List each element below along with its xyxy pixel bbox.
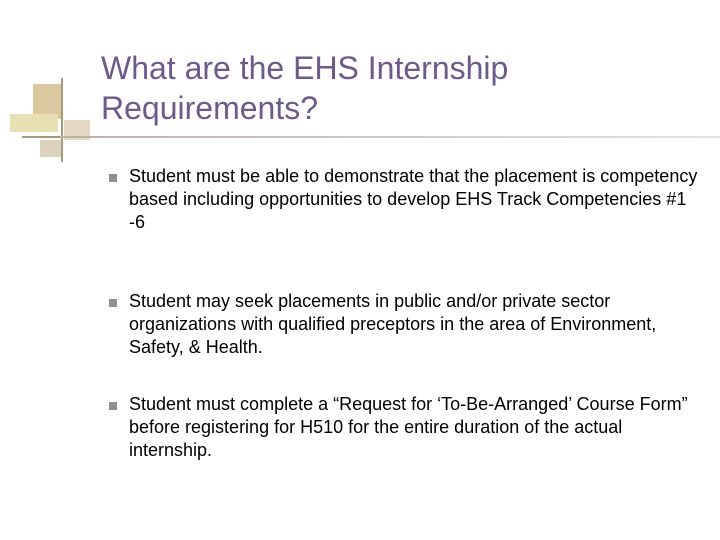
bullet-text: Student must complete a “Request for ‘To-Be-Arranged’ Course Form” before registering for H510 for the entire duration of the actual internship.	[129, 394, 688, 460]
decorative-block	[40, 140, 62, 157]
slide-title: What are the EHS Internship Requirements?	[101, 50, 509, 126]
square-bullet-icon	[109, 299, 117, 307]
square-bullet-icon	[109, 174, 117, 182]
bullet-text: Student must be able to demonstrate that the placement is competency based including opportunities to develop EHS Track Competencies #1 -6	[129, 166, 698, 232]
square-bullet-icon	[109, 402, 117, 410]
decorative-block	[10, 114, 58, 132]
decorative-line	[61, 78, 63, 162]
bullet-text: Student may seek placements in public and/or private sector organizations with qualified preceptors in the area of Environment, Safety, & Health.	[129, 291, 657, 357]
title-divider	[60, 136, 720, 138]
